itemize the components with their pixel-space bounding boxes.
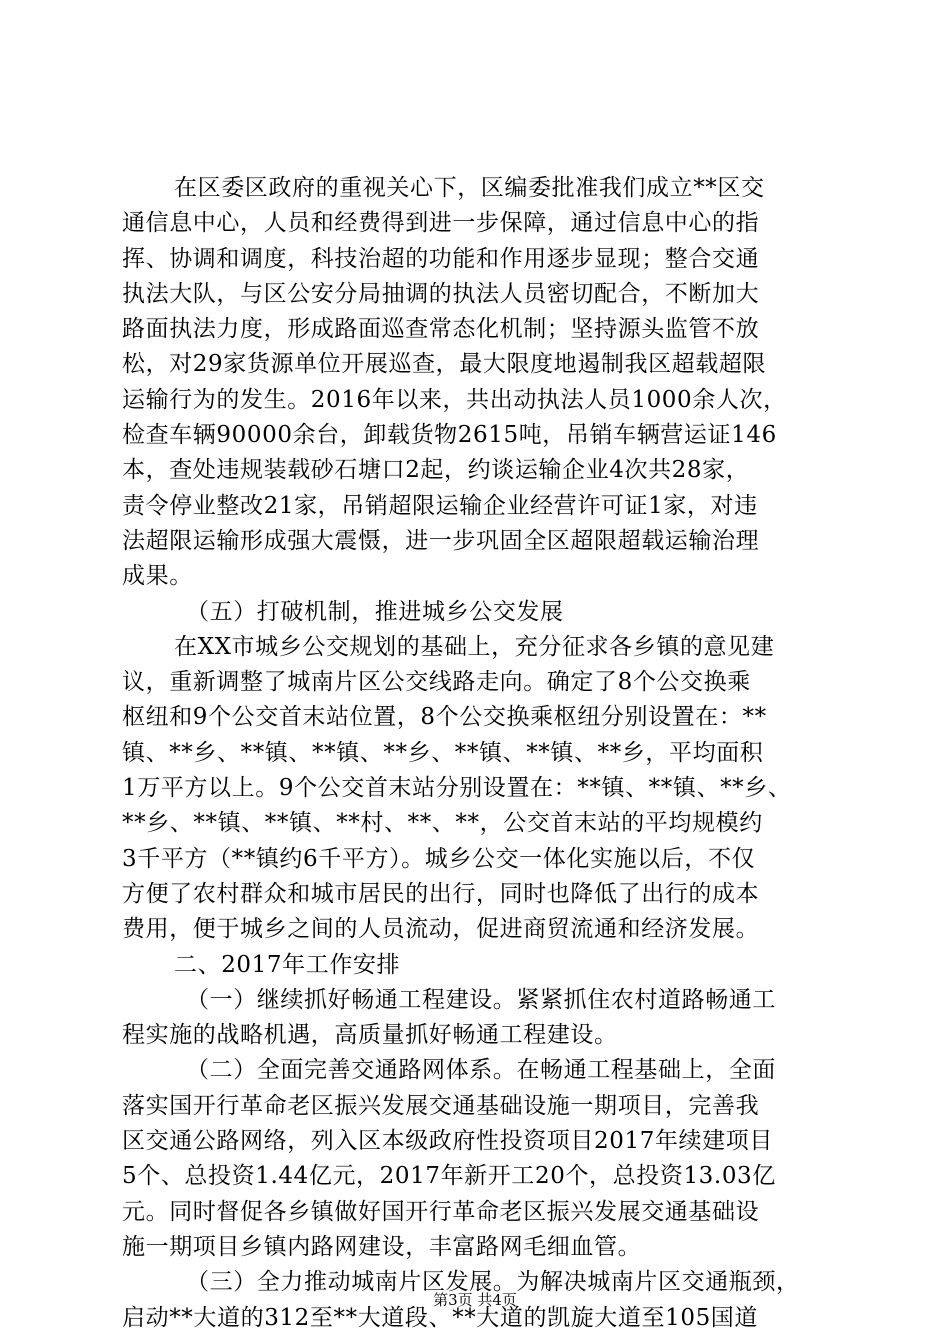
text-line: 通信息中心，人员和经费得到进一步保障，通过信息中心的指 [122, 210, 760, 237]
text-line: 方便了农村群众和城市居民的出行，同时也降低了出行的成本 [122, 880, 760, 907]
text-line: 元。同时督促各乡镇做好国开行革命老区振兴发展交通基础设 [122, 1198, 760, 1225]
text-line: 启动**大道的312至**大道段、**大道的凯旋大道至105国道 [122, 1304, 758, 1331]
text-line: 1万平方以上。9个公交首末站分别设置在：**镇、**镇、**乡、 [122, 775, 792, 802]
text-line: 在XX市城乡公交规划的基础上，充分征求各乡镇的意见建 [174, 633, 775, 660]
page-footer [0, 1290, 950, 1310]
text-line: 费用，便于城乡之间的人员流动，促进商贸流通和经济发展。 [122, 916, 760, 943]
body-text [122, 171, 842, 1336]
text-line: 责令停业整改21家，吊销超限运输企业经营许可证1家，对违 [122, 492, 758, 519]
text-line: 在区委区政府的重视关心下，区编委批准我们成立**区交 [174, 175, 765, 201]
text-line: 议，重新调整了城南片区公交线路走向。确定了8个公交换乘 [122, 669, 751, 696]
text-line: 松，对29家货源单位开展巡查，最大限度地遏制我区超载超限 [122, 351, 767, 378]
text-line: 落实国开行革命老区振兴发展交通基础设施一期项目，完善我 [122, 1092, 760, 1119]
text-line: 3千平方（**镇约6千平方）。城乡公交一体化实施以后，不仅 [122, 845, 756, 872]
text-line: 区交通公路网络，列入区本级政府性投资项目2017年续建项目 [122, 1128, 773, 1155]
text-line: 运输行为的发生。2016年以来，共出动执法人员1000余人次， [122, 386, 787, 413]
text-line: （一）继续抓好畅通工程建设。紧紧抓住农村道路畅通工 [186, 986, 776, 1013]
text-line: 执法大队，与区公安分局抽调的执法人员密切配合，不断加大 [122, 280, 760, 307]
text-line: 程实施的战略机遇，高质量抓好畅通工程建设。 [122, 1022, 618, 1049]
text-line: 路面执法力度，形成路面巡查常态化机制；坚持源头监管不放 [122, 316, 760, 343]
text-line: （二）全面完善交通路网体系。在畅通工程基础上，全面 [186, 1057, 776, 1084]
section-heading: （五）打破机制，推进城乡公交发展 [186, 598, 564, 625]
text-line: 5个、总投资1.44亿元，2017年新开工20个，总投资13.03亿 [122, 1163, 776, 1190]
page-number: 第3页 共4页 [433, 1291, 517, 1309]
text-line: 成果。 [122, 563, 193, 590]
text-line: 本，查处违规装载砂石塘口2起，约谈运输企业4次共28家， [122, 457, 750, 484]
text-line: （三）全力推动城南片区发展。为解决城南片区交通瓶颈， [186, 1269, 800, 1296]
text-line: 检查车辆90000余台，卸载货物2615吨，吊销车辆营运证146 [122, 422, 777, 449]
text-line: 镇、**乡、**镇、**镇、**乡、**镇、**镇、**乡，平均面积 [122, 739, 764, 766]
section-heading: 二、2017年工作安排 [174, 951, 401, 978]
text-line: 法超限运输形成强大震慑，进一步巩固全区超限超载运输治理 [122, 527, 760, 554]
text-line: **乡、**镇、**镇、**村、**、**，公交首末站的平均规模约 [122, 810, 763, 837]
text-line: 施一期项目乡镇内路网建设，丰富路网毛细血管。 [122, 1233, 642, 1260]
text-line: 挥、协调和调度，科技治超的功能和作用逐步显现；整合交通 [122, 245, 760, 272]
text-line: 枢纽和9个公交首末站位置，8个公交换乘枢纽分别设置在：** [122, 704, 767, 731]
